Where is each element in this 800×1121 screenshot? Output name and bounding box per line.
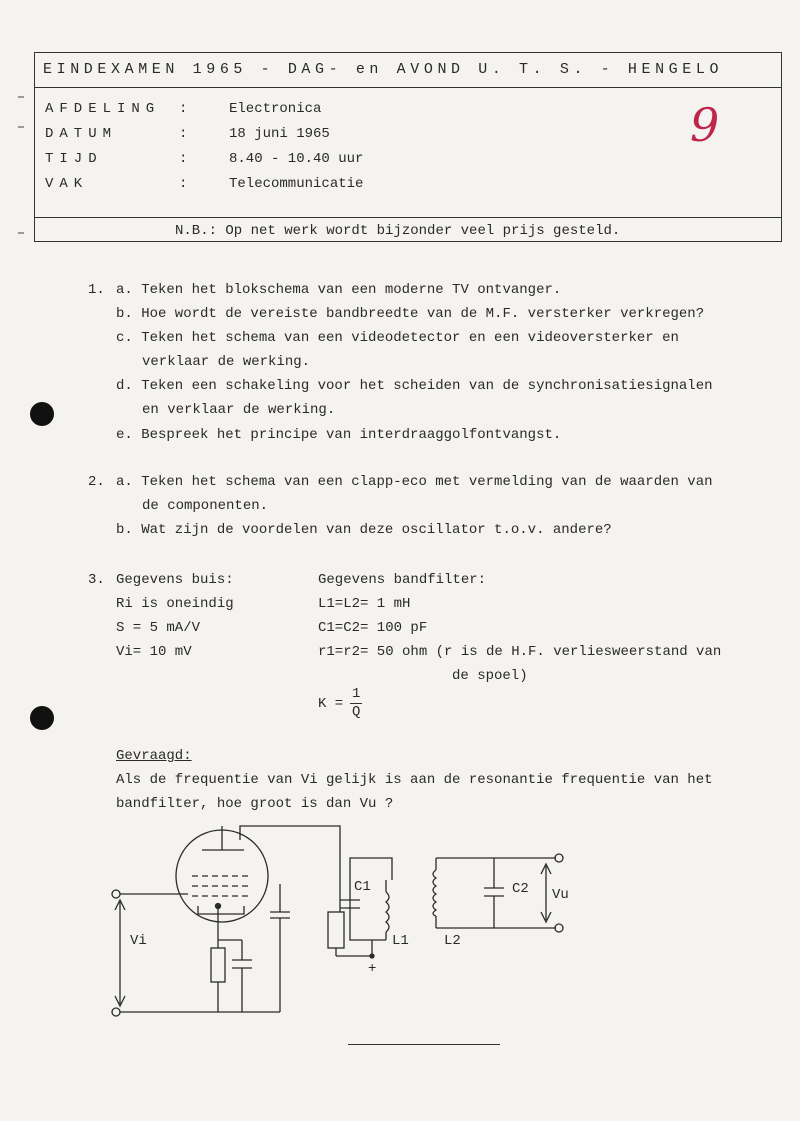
- row-label: TIJD: [45, 151, 103, 167]
- q3-left-line: S = 5 mA/V: [116, 620, 201, 636]
- input-terminal-bottom: [112, 1008, 120, 1016]
- l1-coil: [386, 892, 389, 932]
- label-c1: C1: [354, 879, 371, 895]
- handwritten-grade: 9: [690, 98, 720, 152]
- q3-right-line: Gegevens bandfilter:: [318, 572, 487, 588]
- label-c2: C2: [512, 881, 529, 897]
- row-label: VAK: [45, 176, 89, 192]
- q2-number: 2.: [88, 474, 105, 490]
- q1-d2: en verklaar de werking.: [142, 402, 336, 418]
- q1-c2: verklaar de werking.: [142, 354, 311, 370]
- asked-line-2: bandfilter, hoe groot is dan Vu ?: [116, 796, 394, 812]
- q3-right-line: C1=C2= 100 pF: [318, 620, 428, 636]
- q3-right-line: L1=L2= 1 mH: [318, 596, 411, 612]
- exam-title: EINDEXAMEN 1965 - DAG- en AVOND U. T. S. - HENGELO: [43, 61, 724, 78]
- label-l2: L2: [444, 933, 461, 949]
- q3-left-line: Vi= 10 mV: [116, 644, 192, 660]
- q3-right-line: r1=r2= 50 ohm (r is de H.F. verliesweerstand van: [318, 644, 722, 660]
- k-denominator: Q: [352, 704, 361, 720]
- row-value: 18 juni 1965: [229, 126, 330, 142]
- label-l1: L1: [392, 933, 409, 949]
- screen-resistor: [328, 912, 344, 948]
- row-colon: :: [179, 176, 188, 192]
- q1-a: a. Teken het blokschema van een moderne TV ontvanger.: [116, 282, 562, 298]
- output-terminal-bottom: [555, 924, 563, 932]
- q2-a2: de componenten.: [142, 498, 269, 514]
- asked-label: Gevraagd:: [116, 748, 192, 764]
- q2-b: b. Wat zijn de voordelen van deze oscillator t.o.v. andere?: [116, 522, 612, 538]
- q1-d1: d. Teken een schakeling voor het scheiden van de synchronisatiesignalen: [116, 378, 713, 394]
- q3-right-cont: de spoel): [452, 668, 528, 684]
- output-terminal-top: [555, 854, 563, 862]
- row-value: Telecommunicatie: [229, 176, 364, 192]
- label-vu: Vu: [552, 887, 569, 903]
- l2-coil: [433, 870, 436, 916]
- header-note: N.B.: Op net werk wordt bijzonder veel prijs gesteld.: [175, 223, 621, 239]
- q1-number: 1.: [88, 282, 105, 298]
- k-label: K =: [318, 696, 344, 712]
- q3-left-line: Gegevens buis:: [116, 572, 234, 588]
- q1-e: e. Bespreek het principe van interdraaggolfontvangst.: [116, 427, 562, 443]
- row-colon: :: [179, 126, 188, 142]
- row-value: 8.40 - 10.40 uur: [229, 151, 364, 167]
- k-numerator: 1: [352, 686, 361, 702]
- input-terminal-top: [112, 890, 120, 898]
- q3-number: 3.: [88, 572, 105, 588]
- row-label: DATUM: [45, 126, 118, 142]
- label-plus: +: [368, 961, 377, 977]
- asked-line-1: Als de frequentie van Vi gelijk is aan de resonantie frequentie van het: [116, 772, 713, 788]
- q1-b: b. Hoe wordt de vereiste bandbreedte van de M.F. versterker verkregen?: [116, 306, 705, 322]
- label-vi: Vi: [130, 933, 147, 949]
- q1-c1: c. Teken het schema van een videodetector en een videoversterker en: [116, 330, 679, 346]
- row-colon: :: [179, 151, 188, 167]
- row-colon: :: [179, 101, 188, 117]
- cathode-resistor: [211, 948, 225, 982]
- end-rule: [348, 1044, 500, 1045]
- q3-left-line: Ri is oneindig: [116, 596, 234, 612]
- row-value: Electronica: [229, 101, 322, 117]
- q2-a1: a. Teken het schema van een clapp-eco met vermelding van de waarden van: [116, 474, 713, 490]
- row-label: AFDELING: [45, 101, 161, 117]
